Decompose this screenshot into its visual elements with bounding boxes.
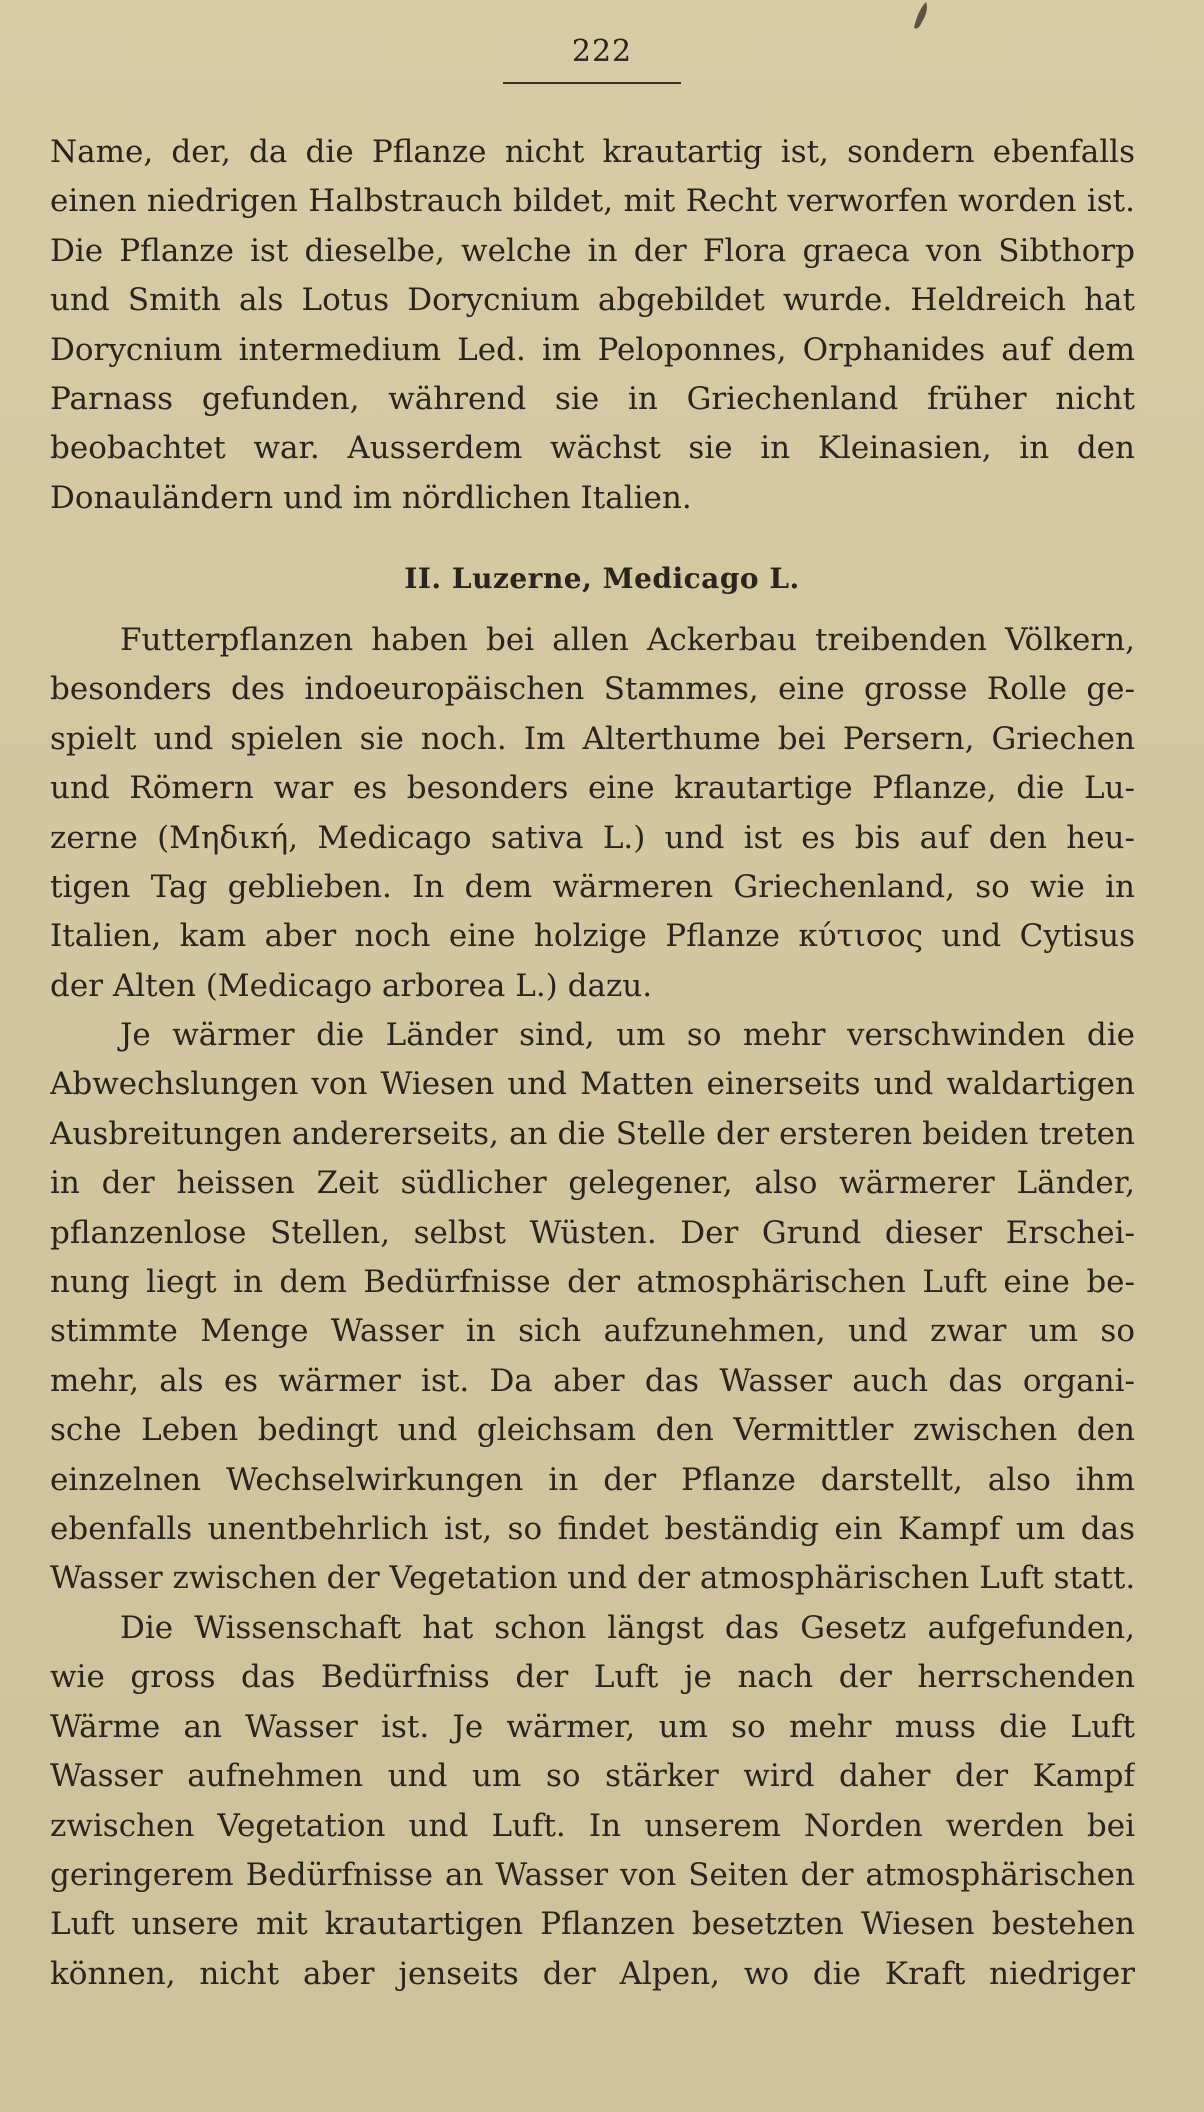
page-number-rule — [503, 82, 681, 84]
text-line: und Smith als Lotus Dorycnium abgebildet wurde. Heldreich hat — [50, 282, 1135, 319]
paragraph-continued — [50, 128, 1135, 523]
text-line: Parnass gefunden, während sie in Griechenland früher nicht — [50, 380, 1135, 417]
text-line: geringerem Bedürfnisse an Wasser von Seiten der atmosphärischen — [50, 1856, 1135, 1893]
section-heading: II. Luzerne, Medicago L. — [404, 562, 800, 595]
text-line: wie gross das Bedürfniss der Luft je nach der herrschenden — [50, 1659, 1135, 1696]
text-line: in der heissen Zeit südlicher gelegener, also wärmerer Länder, — [50, 1165, 1135, 1202]
text-line: einen niedrigen Halbstrauch bildet, mit Recht verworfen worden ist. — [50, 183, 1135, 220]
text-line: Futterpflanzen haben bei allen Ackerbau treibenden Völkern, — [120, 622, 1135, 658]
text-line: einzelnen Wechselwirkungen in der Pflanze darstellt, also ihm — [50, 1461, 1135, 1498]
paragraph-science — [50, 1604, 1135, 1999]
text-line: Dorycnium intermedium Led. im Peloponnes, Orphanides auf dem — [50, 331, 1135, 368]
text-line: zwischen Vegetation und Luft. In unserem Norden werden bei — [50, 1807, 1135, 1844]
text-line: zerne (Μηδική, Medicago sativa L.) und ist es bis auf den heu- — [50, 819, 1135, 856]
paragraph-warm-lands — [50, 1011, 1135, 1604]
text-line: Abwechslungen von Wiesen und Matten einerseits und waldartigen — [50, 1066, 1135, 1103]
text-line: besonders des indoeuropäischen Stammes, eine grosse Rolle ge- — [50, 671, 1135, 708]
text-line: tigen Tag geblieben. In dem wärmeren Griechenland, so wie in — [50, 868, 1135, 905]
paragraph-fodder-plants — [50, 616, 1135, 1011]
text-line: Italien, kam aber noch eine holzige Pflanze κύτισος und Cytisus — [50, 918, 1135, 955]
text-line: sche Leben bedingt und gleichsam den Vermittler zwischen den — [50, 1412, 1135, 1449]
text-line: nung liegt in dem Bedürfnisse der atmosphärischen Luft eine be- — [50, 1263, 1135, 1300]
text-line: und Römern war es besonders eine krautartige Pflanze, die Lu- — [50, 770, 1135, 807]
text-line: Ausbreitungen andererseits, an die Stelle der ersteren beiden treten — [50, 1115, 1135, 1152]
text-line: Die Pflanze ist dieselbe, welche in der Flora graeca von Sibthorp — [50, 232, 1135, 269]
text-line: der Alten (Medicago arborea L.) dazu. — [50, 967, 653, 1004]
text-line: stimmte Menge Wasser in sich aufzunehmen, und zwar um so — [50, 1313, 1135, 1350]
text-line: Wärme an Wasser ist. Je wärmer, um so mehr muss die Luft — [50, 1708, 1135, 1745]
text-line: Je wärmer die Länder sind, um so mehr verschwinden die — [120, 1017, 1135, 1053]
text-line: Wasser zwischen der Vegetation und der atmosphärischen Luft statt. — [50, 1560, 1135, 1597]
text-line: pflanzenlose Stellen, selbst Wüsten. Der Grund dieser Erschei- — [50, 1214, 1135, 1251]
ink-blot-mark — [910, 0, 932, 34]
text-line: Name, der, da die Pflanze nicht krautartig ist, sondern ebenfalls — [50, 134, 1135, 170]
text-line: Donauländern und im nördlichen Italien. — [50, 479, 692, 516]
text-line: ebenfalls unentbehrlich ist, so findet beständig ein Kampf um das — [50, 1510, 1135, 1547]
text-line: spielt und spielen sie noch. Im Alterthume bei Persern, Griechen — [50, 720, 1135, 757]
text-line: beobachtet war. Ausserdem wächst sie in Kleinasien, in den — [50, 430, 1135, 467]
text-line: können, nicht aber jenseits der Alpen, wo die Kraft niedriger — [50, 1955, 1135, 1992]
text-line: Wasser aufnehmen und um so stärker wird daher der Kampf — [50, 1758, 1135, 1795]
text-line: Die Wissenschaft hat schon längst das Gesetz aufgefunden, — [120, 1610, 1135, 1646]
text-line: mehr, als es wärmer ist. Da aber das Wasser auch das organi- — [50, 1362, 1135, 1399]
page-number: 222 — [571, 34, 633, 69]
text-line: Luft unsere mit krautartigen Pflanzen besetzten Wiesen bestehen — [50, 1906, 1135, 1943]
